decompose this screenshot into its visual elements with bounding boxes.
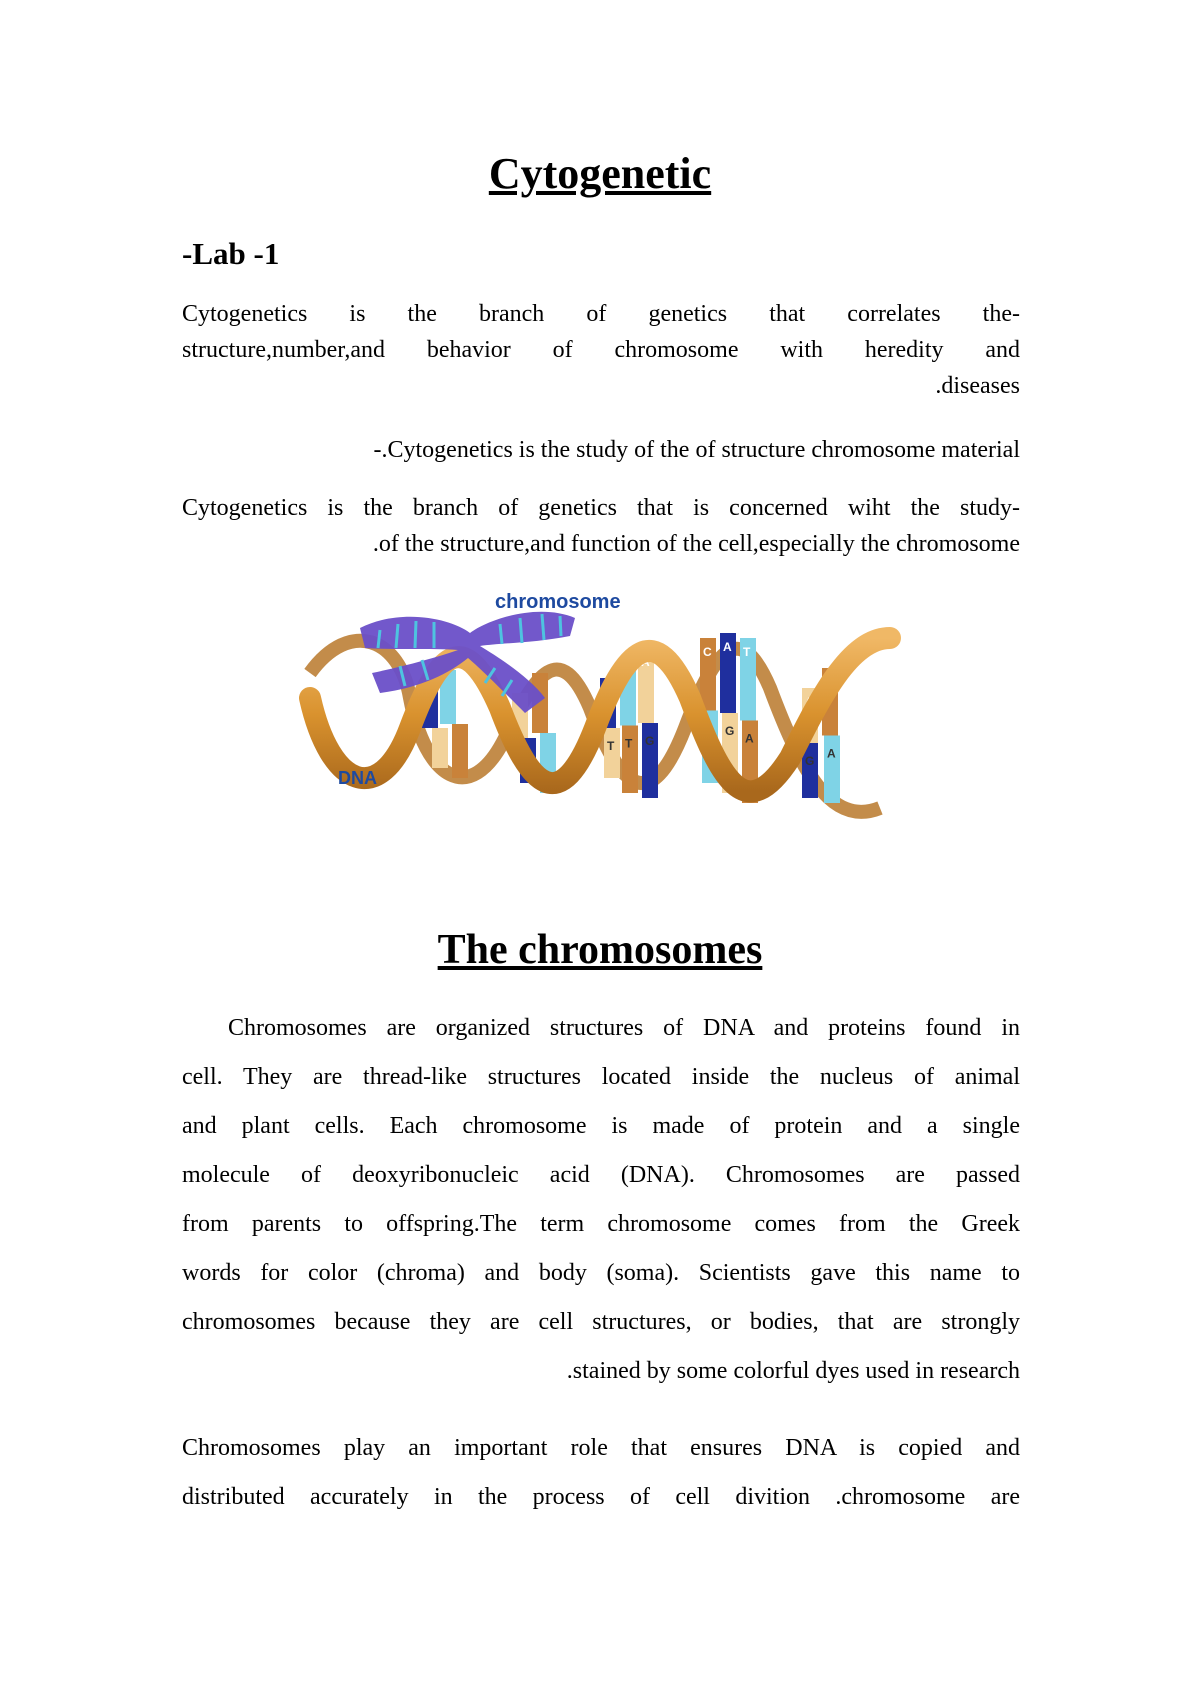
section-body-line-6: words for color (chroma) and body (soma). Scientists gave this name to [182,1260,1020,1286]
definition-3-line-1: Cytogenetics is the branch of genetics that is concerned wiht the study- [182,495,1020,521]
base-letter: T [625,736,633,751]
base-letter: C [703,645,712,659]
definition-paragraph-1 [182,296,1020,404]
dna-chromosome-illustration [290,578,910,898]
definition-3-line-2: .of the structure,and function of the cell,especially the chromosome [372,531,1020,557]
base-letter: A [641,655,650,669]
chromosome-label: chromosome [495,591,621,613]
base-letter: A [705,721,714,736]
base-letter: T [743,645,751,659]
section-body-line-1: Chromosomes are organized structures of DNA and proteins found in [228,1015,1020,1041]
base-letter: A [827,746,836,761]
base-letter: G [645,734,655,748]
base-pair-half [452,724,468,778]
definition-1-line-2: structure,number,and behavior of chromosome with heredity and [182,337,1020,363]
section-title: The chromosomes [437,927,763,973]
base-letter: A [723,640,732,654]
section-body-line-8: .stained by some colorful dyes used in research [566,1358,1020,1384]
base-pair-half [604,728,620,778]
section-body-line-2: cell. They are thread-like structures located inside the nucleus of animal [182,1064,1020,1090]
base-letter: T [607,739,615,753]
base-letter: T [825,675,833,689]
section-body-line-3: and plant cells. Each chromosome is made of protein and a single [182,1113,1020,1139]
definition-2-line-1: -.Cytogenetics is the study of the of structure chromosome material [373,437,1020,463]
definition-1-line-3: .diseases [935,373,1020,399]
section-body-line-5: from parents to offspring.The term chromosome comes from the Greek [182,1211,1020,1237]
definition-paragraph-2 [182,432,1020,468]
definition-paragraph-3 [182,490,1020,562]
base-letter: G [805,754,815,768]
base-letter: A [745,731,754,746]
base-pair-half [432,728,448,768]
section-body2-line-2: distributed accurately in the process of cell divition .chromosome are [182,1484,1020,1510]
section-body2-line-1: Chromosomes play an important role that ensures DNA is copied and [182,1435,1020,1461]
dna-label: DNA [338,768,377,788]
document-title: Cytogenetic [488,149,712,198]
lab-label: -Lab -1 [182,236,280,271]
definition-1-line-1: Cytogenetics is the branch of genetics that correlates the- [182,301,1020,327]
section-body-paragraph-1 [182,1004,1020,1396]
base-letter: A [623,665,632,679]
section-body-paragraph-2 [182,1424,1020,1522]
base-letter: T [603,685,611,699]
base-letter: A [805,695,814,709]
section-body-line-4: molecule of deoxyribonucleic acid (DNA). Chromosomes are passed [182,1162,1020,1188]
section-body-line-7: chromosomes because they are cell structures, or bodies, that are strongly [182,1309,1020,1335]
base-letter: G [725,724,735,738]
